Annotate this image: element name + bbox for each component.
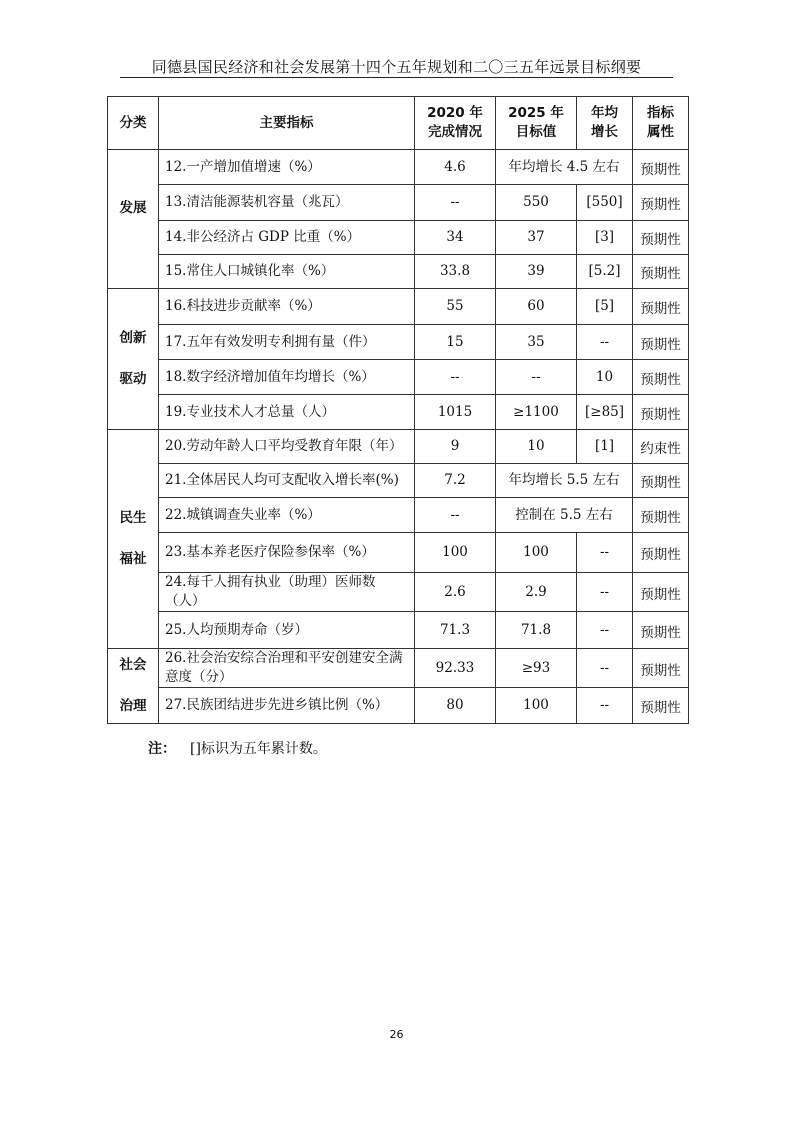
table-row [108,533,689,573]
indicator-attribute: 预期性 [633,612,689,649]
annual-growth: -- [577,573,633,612]
value-2025-target: 10 [496,430,577,464]
indicator-name: 18.数字经济增加值年均增长（%） [159,360,415,395]
header-2020: 2020 年 完成情况 [415,97,496,150]
category-label: 福祉 [119,551,147,567]
value-2025-target: 2.9 [496,573,577,612]
value-2020: -- [415,360,496,395]
indicator-name: 27.民族团结进步先进乡镇比例（%） [159,688,415,724]
annual-growth: [5] [577,289,633,325]
indicator-table [107,96,689,724]
value-2025-target: 控制在 5.5 左右 [496,498,633,533]
indicator-name: 14.非公经济占 GDP 比重（%） [159,221,415,255]
table-row [108,150,689,185]
table-header-row [108,97,689,150]
value-2020: 2.6 [415,573,496,612]
indicator-name: 21.全体居民人均可支配收入增长率(%) [159,464,415,498]
annual-growth: -- [577,688,633,724]
indicator-attribute: 预期性 [633,360,689,395]
indicator-attribute: 预期性 [633,533,689,573]
table-row [108,185,689,221]
indicator-name: 13.清洁能源装机容量（兆瓦） [159,185,415,221]
annual-growth: [550] [577,185,633,221]
table-note [148,738,327,758]
table-row [108,498,689,533]
value-2025-target: 100 [496,533,577,573]
value-2025-target: 37 [496,221,577,255]
indicator-attribute: 预期性 [633,649,689,688]
indicator-name: 16.科技进步贡献率（%） [159,289,415,325]
indicator-attribute: 预期性 [633,325,689,360]
indicator-name: 23.基本养老医疗保险参保率（%） [159,533,415,573]
indicator-name: 26.社会治安综合治理和平安创建安全满意度（分） [159,649,415,688]
value-2025-target: 100 [496,688,577,724]
value-2020: 33.8 [415,255,496,289]
page-number: 26 [389,1028,404,1041]
table-row [108,430,689,464]
annual-growth: -- [577,649,633,688]
indicator-attribute: 预期性 [633,255,689,289]
indicator-attribute: 预期性 [633,395,689,430]
annual-growth: [5.2] [577,255,633,289]
page-header-title: 同德县国民经济和社会发展第十四个五年规划和二〇三五年远景目标纲要 [151,58,642,76]
indicator-attribute: 预期性 [633,573,689,612]
category-cell [108,289,159,430]
indicator-name: 12.一产增加值增速（%） [159,150,415,185]
indicator-name: 24.每千人拥有执业（助理）医师数（人） [159,573,415,612]
category-label: 创新 [119,330,147,346]
category-cell [108,430,159,649]
value-2020: 7.2 [415,464,496,498]
value-2020: -- [415,498,496,533]
annual-growth: [≥85] [577,395,633,430]
indicator-name: 17.五年有效发明专利拥有量（件） [159,325,415,360]
value-2025-target: 71.8 [496,612,577,649]
indicator-name: 15.常住人口城镇化率（%） [159,255,415,289]
value-2025-target: 年均增长 4.5 左右 [496,150,633,185]
indicator-attribute: 预期性 [633,150,689,185]
note-label: 注： [148,741,176,757]
value-2025-target: 550 [496,185,577,221]
indicator-name: 22.城镇调查失业率（%） [159,498,415,533]
category-cell [108,649,159,724]
category-cell [108,150,159,289]
value-2020: 80 [415,688,496,724]
value-2020: 34 [415,221,496,255]
table-row [108,325,689,360]
indicator-name: 25.人均预期寿命（岁） [159,612,415,649]
value-2020: 71.3 [415,612,496,649]
annual-growth: 10 [577,360,633,395]
indicator-attribute: 预期性 [633,185,689,221]
indicator-attribute: 预期性 [633,498,689,533]
note-text: []标识为五年累计数。 [190,741,327,757]
header-category: 分类 [108,97,159,150]
table-row [108,688,689,724]
indicator-attribute: 约束性 [633,430,689,464]
value-2025-target: 35 [496,325,577,360]
value-2025-target: ≥93 [496,649,577,688]
value-2020: 55 [415,289,496,325]
value-2025-target: 60 [496,289,577,325]
value-2020: -- [415,185,496,221]
indicator-attribute: 预期性 [633,289,689,325]
table-row [108,573,689,612]
value-2020: 4.6 [415,150,496,185]
header-indicator: 主要指标 [159,97,415,150]
value-2020: 100 [415,533,496,573]
value-2025-target: 年均增长 5.5 左右 [496,464,633,498]
header-attribute: 指标 属性 [633,97,689,150]
indicator-attribute: 预期性 [633,221,689,255]
value-2020: 1015 [415,395,496,430]
table-row [108,255,689,289]
table-row [108,360,689,395]
header-2025: 2025 年 目标值 [496,97,577,150]
table-row [108,649,689,688]
value-2025-target: ≥1100 [496,395,577,430]
value-2025-target: 39 [496,255,577,289]
annual-growth: -- [577,325,633,360]
table-row [108,221,689,255]
category-label: 民生 [119,510,147,526]
table-row [108,612,689,649]
table-row [108,289,689,325]
indicator-attribute: 预期性 [633,688,689,724]
indicator-attribute: 预期性 [633,464,689,498]
value-2020: 15 [415,325,496,360]
indicator-name: 20.劳动年龄人口平均受教育年限（年） [159,430,415,464]
value-2025-target: -- [496,360,577,395]
category-label: 发展 [119,199,147,216]
value-2020: 9 [415,430,496,464]
category-label: 治理 [119,698,147,714]
category-label: 社会 [119,657,147,673]
table-row [108,464,689,498]
annual-growth: -- [577,612,633,649]
annual-growth: [3] [577,221,633,255]
value-2020: 92.33 [415,649,496,688]
annual-growth: [1] [577,430,633,464]
category-label: 驱动 [119,371,147,387]
annual-growth: -- [577,533,633,573]
header-divider [120,77,673,78]
table-row [108,395,689,430]
indicator-name: 19.专业技术人才总量（人） [159,395,415,430]
header-annual-growth: 年均 增长 [577,97,633,150]
